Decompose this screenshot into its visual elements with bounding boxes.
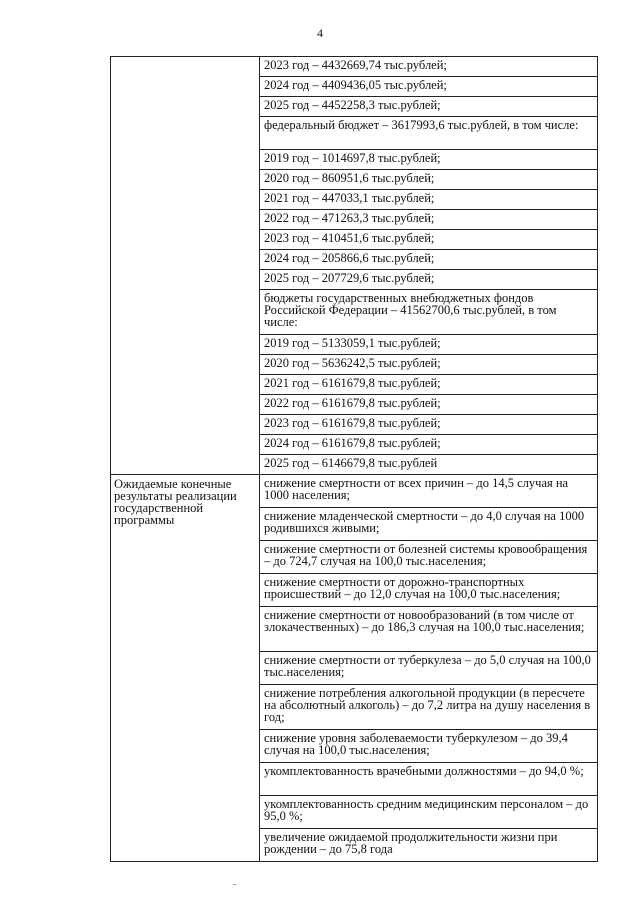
result-entry: снижение смертности от туберкулеза – до 5,0 случая на 100,0 тыс.населения; <box>260 652 597 685</box>
result-entry: снижение уровня заболеваемости туберкулезом – до 39,4 случая на 100,0 тыс.населения; <box>260 730 597 763</box>
page-number: 4 <box>317 26 323 40</box>
funding-entry: 2023 год – 4432669,74 тыс.рублей; <box>260 57 597 77</box>
results-label: Ожидаемые конечные результаты реализации государственной программы <box>114 477 237 527</box>
result-entry: укомплектованность врачебными должностями – до 94,0 %; <box>260 763 597 796</box>
results-row <box>111 475 598 862</box>
funding-entry: 2021 год – 6161679,8 тыс.рублей; <box>260 375 597 395</box>
result-entry: снижение смертности от болезней системы кровообращения – до 724,7 случая на 100,0 тыс.населения; <box>260 541 597 574</box>
result-entry: укомплектованность средним медицинским персоналом – до 95,0 %; <box>260 796 597 829</box>
funding-entry: 2024 год – 205866,6 тыс.рублей; <box>260 250 597 270</box>
result-entry: снижение смертности от всех причин – до 14,5 случая на 1000 населения; <box>260 475 597 508</box>
funding-entry: 2020 год – 860951,6 тыс.рублей; <box>260 170 597 190</box>
funding-entry: 2025 год – 6146679,8 тыс.рублей <box>264 456 438 470</box>
funding-entry: 2021 год – 447033,1 тыс.рублей; <box>260 190 597 210</box>
funding-values-cell <box>260 57 598 475</box>
results-values-cell <box>260 475 598 862</box>
funding-entry: 2024 год – 6161679,8 тыс.рублей; <box>260 435 597 455</box>
funding-label-cell <box>111 57 260 475</box>
funding-entry: 2022 год – 471263,3 тыс.рублей; <box>260 210 597 230</box>
funding-entry: 2020 год – 5636242,5 тыс.рублей; <box>260 355 597 375</box>
funding-row <box>111 57 598 475</box>
funding-entry: 2025 год – 4452258,3 тыс.рублей; <box>260 97 597 117</box>
result-entry: снижение потребления алкогольной продукции (в пересчете на абсолютный алкоголь) – до 7,2 литра на душу населения в год; <box>260 685 597 730</box>
funding-entry: федеральный бюджет – 3617993,6 тыс.рублей, в том числе: <box>260 117 597 150</box>
funding-entry: 2023 год – 6161679,8 тыс.рублей; <box>260 415 597 435</box>
result-entry: снижение смертности от дорожно-транспортных происшествий – до 12,0 случая на 100,0 тыс.населения; <box>260 574 597 607</box>
results-label-cell <box>111 475 260 862</box>
scan-speck <box>233 884 236 885</box>
result-entry: снижение младенческой смертности – до 4,0 случая на 1000 родившихся живыми; <box>260 508 597 541</box>
result-entry: снижение смертности от новообразований (в том числе от злокачественных) – до 186,3 случая на 100,0 тыс.населения; <box>260 607 597 652</box>
funding-entry: 2023 год – 410451,6 тыс.рублей; <box>260 230 597 250</box>
funding-entry: 2022 год – 6161679,8 тыс.рублей; <box>260 395 597 415</box>
result-entry: увеличение ожидаемой продолжительности жизни при рождении – до 75,8 года <box>264 830 558 856</box>
funding-entry: 2024 год – 4409436,05 тыс.рублей; <box>260 77 597 97</box>
funding-label <box>111 57 259 60</box>
funding-entry: 2025 год – 207729,6 тыс.рублей; <box>260 270 597 290</box>
funding-entry: бюджеты государственных внебюджетных фондов Российской Федерации – 41562700,6 тыс.рублей, в том числе: <box>260 290 597 335</box>
funding-entry: 2019 год – 5133059,1 тыс.рублей; <box>260 335 597 355</box>
program-passport-table <box>110 56 598 862</box>
funding-entry: 2019 год – 1014697,8 тыс.рублей; <box>260 150 597 170</box>
